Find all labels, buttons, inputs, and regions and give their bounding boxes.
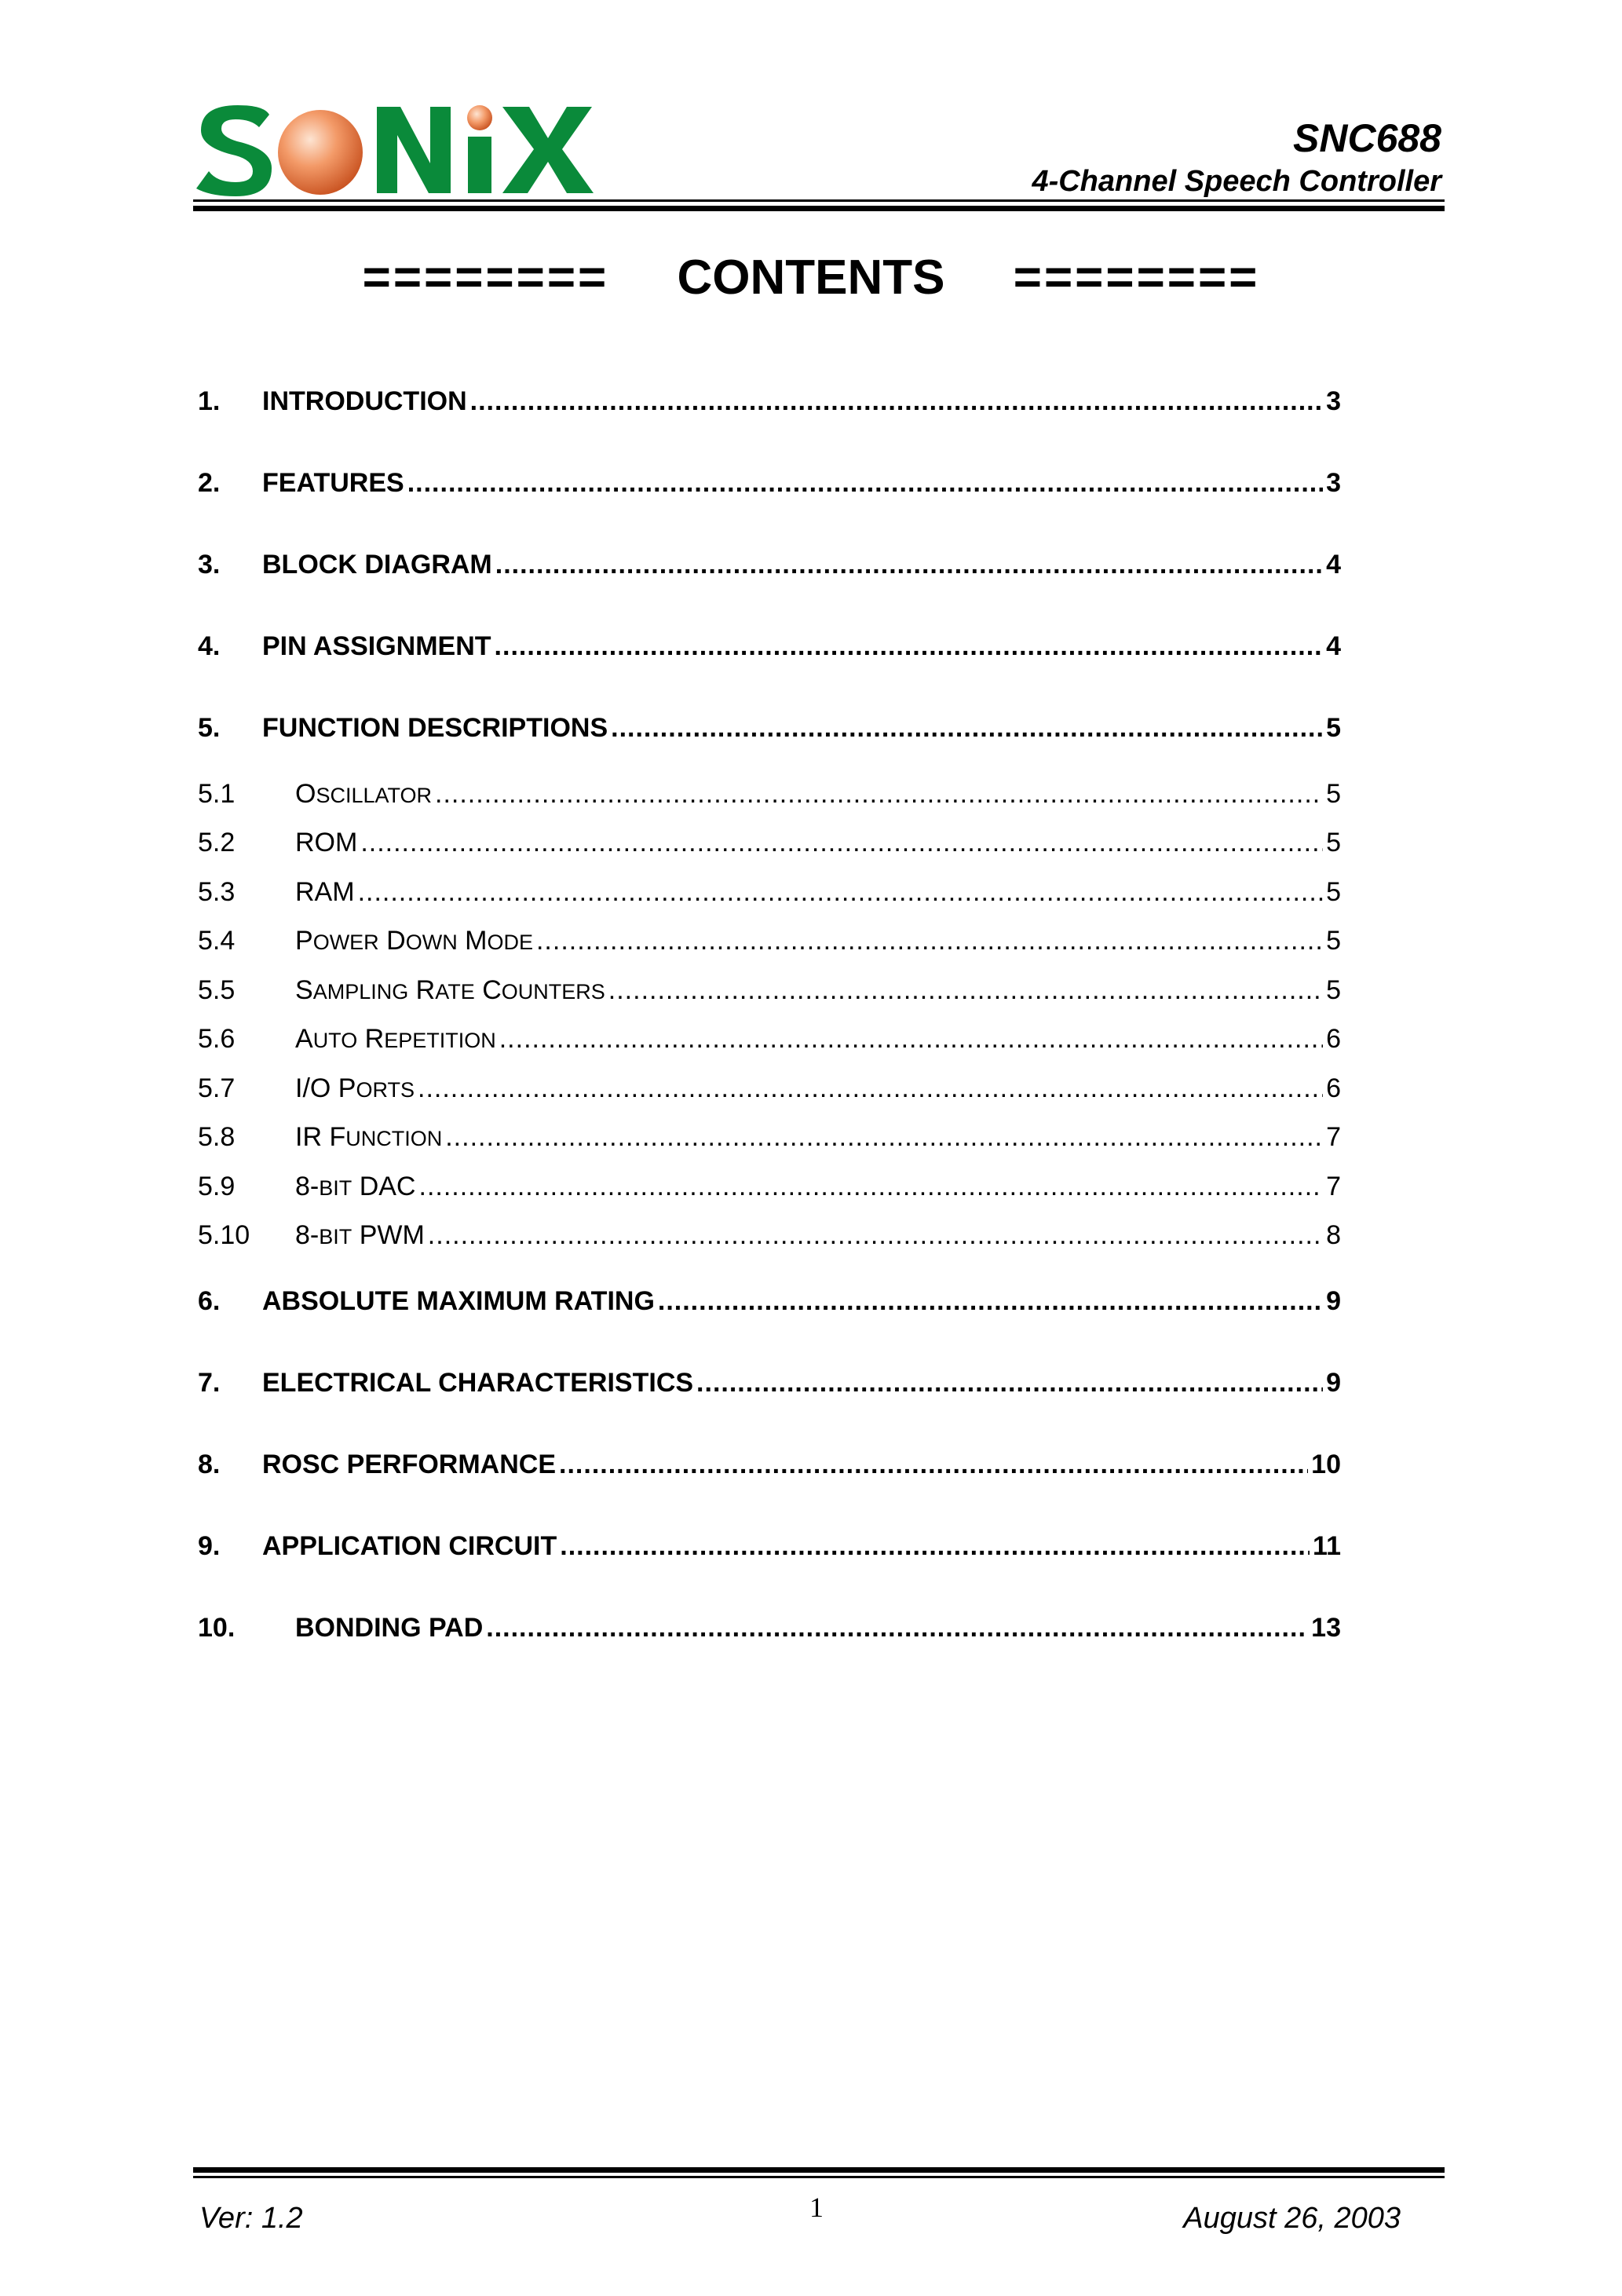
toc-leader-dots — [358, 877, 1324, 908]
header-rule-thin — [193, 199, 1445, 202]
model-number: SNC688 — [1293, 116, 1441, 160]
toc-entry-page: 11 — [1313, 1531, 1341, 1561]
toc-entry-number: 4. — [198, 631, 221, 661]
toc-entry-number: 5.1 — [198, 779, 236, 809]
toc-leader-dots — [608, 975, 1323, 1006]
toc-entry[interactable] — [198, 1220, 1341, 1258]
toc-entry[interactable] — [198, 926, 1341, 963]
toc-entry-title: ROM — [295, 828, 358, 857]
toc-entry[interactable] — [198, 1613, 1341, 1651]
toc-entry-page: 5 — [1326, 877, 1341, 907]
toc-entry-title: ELECTRICAL CHARACTERISTICS — [262, 1368, 694, 1398]
toc-entry-page: 3 — [1326, 386, 1341, 416]
footer-date: August 26, 2003 — [1183, 2202, 1401, 2235]
toc-entry-title: OSCILLATOR — [295, 779, 433, 809]
toc-entry[interactable] — [198, 1368, 1341, 1406]
toc-entry-page: 5 — [1326, 975, 1341, 1005]
footer-page-number: 1 — [809, 2192, 824, 2223]
toc-entry-page: 13 — [1311, 1613, 1341, 1643]
toc-entry[interactable] — [198, 975, 1341, 1013]
toc-entry-number: 5.4 — [198, 926, 236, 956]
toc-entry-page: 5 — [1326, 828, 1341, 857]
toc-entry-title: FUNCTION DESCRIPTIONS — [262, 713, 608, 743]
toc-entry-page: 4 — [1326, 550, 1341, 579]
title-right-decoration: ======== — [1013, 250, 1260, 305]
toc-leader-dots — [499, 1024, 1323, 1055]
toc-entry-number: 8. — [198, 1450, 221, 1479]
toc-leader-dots — [495, 631, 1324, 662]
toc-leader-dots — [536, 926, 1323, 956]
toc-entry-page: 5 — [1326, 713, 1341, 743]
toc-entry-number: 5.10 — [198, 1220, 250, 1250]
toc-entry-page: 7 — [1326, 1172, 1341, 1201]
toc-entry-title: AUTO REPETITION — [295, 1024, 496, 1054]
toc-entry-page: 6 — [1326, 1024, 1341, 1054]
document-header — [1032, 115, 1441, 199]
toc-entry-title: 8-BIT PWM — [295, 1220, 425, 1250]
toc-leader-dots — [559, 1450, 1308, 1480]
toc-leader-dots — [360, 828, 1323, 858]
toc-leader-dots — [470, 386, 1323, 417]
toc-entry-number: 5.8 — [198, 1122, 236, 1152]
toc-entry-title: FEATURES — [262, 468, 404, 498]
toc-entry[interactable] — [198, 713, 1341, 751]
toc-entry-page: 5 — [1326, 926, 1341, 956]
toc-entry[interactable] — [198, 631, 1341, 669]
toc-entry-title: 8-BIT DAC — [295, 1172, 416, 1201]
toc-leader-dots — [658, 1286, 1323, 1317]
footer-rule-thick — [193, 2167, 1445, 2173]
toc-entry-number: 3. — [198, 550, 221, 579]
toc-entry[interactable] — [198, 386, 1341, 424]
toc-entry-title: PIN ASSIGNMENT — [262, 631, 491, 661]
document-subtitle: 4-Channel Speech Controller — [1032, 165, 1441, 198]
toc-entry-number: 1. — [198, 386, 221, 416]
toc-entry[interactable] — [198, 828, 1341, 865]
toc-entry-title: BLOCK DIAGRAM — [262, 550, 492, 579]
toc-entry-title: APPLICATION CIRCUIT — [262, 1531, 557, 1561]
page-title: CONTENTS — [677, 250, 945, 305]
toc-entry-page: 9 — [1326, 1368, 1341, 1398]
sonix-logo-graphic — [195, 104, 595, 196]
toc-entry-title: POWER DOWN MODE — [295, 926, 533, 956]
title-left-decoration: ======== — [362, 250, 609, 305]
toc-entry[interactable] — [198, 1073, 1341, 1111]
footer-rule-thin — [193, 2176, 1445, 2178]
toc-leader-dots — [696, 1368, 1323, 1398]
toc-entry-number: 5.5 — [198, 975, 236, 1005]
header-rule-thick — [193, 206, 1445, 211]
toc-entry-number: 5.3 — [198, 877, 236, 907]
toc-entry[interactable] — [198, 1172, 1341, 1209]
toc-entry-title: SAMPLING RATE COUNTERS — [295, 975, 605, 1005]
toc-entry-number: 7. — [198, 1368, 221, 1398]
toc-entry[interactable] — [198, 1024, 1341, 1062]
toc-leader-dots — [495, 550, 1323, 580]
toc-entry-page: 4 — [1326, 631, 1341, 661]
toc-entry[interactable] — [198, 468, 1341, 506]
toc-leader-dots — [407, 468, 1323, 499]
toc-entry-number: 5. — [198, 713, 221, 743]
toc-entry-page: 7 — [1326, 1122, 1341, 1152]
contents-title — [0, 250, 1622, 305]
toc-entry-title: ABSOLUTE MAXIMUM RATING — [262, 1286, 655, 1316]
toc-leader-dots — [560, 1531, 1310, 1562]
toc-leader-dots — [486, 1613, 1308, 1643]
toc-entry-title: I/O PORTS — [295, 1073, 415, 1103]
toc-entry-page: 8 — [1326, 1220, 1341, 1250]
toc-entry-page: 10 — [1311, 1450, 1341, 1479]
toc-entry-number: 5.2 — [198, 828, 236, 857]
toc-leader-dots — [435, 779, 1323, 810]
toc-entry-number: 5.9 — [198, 1172, 236, 1201]
toc-entry[interactable] — [198, 1286, 1341, 1324]
toc-entry-number: 2. — [198, 468, 221, 498]
toc-entry-number: 9. — [198, 1531, 221, 1561]
toc-entry[interactable] — [198, 1122, 1341, 1160]
toc-entry[interactable] — [198, 877, 1341, 915]
toc-entry[interactable] — [198, 550, 1341, 587]
toc-entry-page: 6 — [1326, 1073, 1341, 1103]
toc-entry-number: 10. — [198, 1613, 236, 1643]
sonix-logo — [195, 104, 595, 196]
toc-leader-dots — [428, 1220, 1323, 1251]
toc-leader-dots — [611, 713, 1323, 744]
toc-entry-title: IR FUNCTION — [295, 1122, 443, 1152]
toc-entry-page: 9 — [1326, 1286, 1341, 1316]
toc-entry[interactable] — [198, 1450, 1341, 1487]
toc-entry-number: 5.7 — [198, 1073, 236, 1103]
toc-entry[interactable] — [198, 779, 1341, 817]
toc-entry[interactable] — [198, 1531, 1341, 1569]
toc-leader-dots — [419, 1172, 1324, 1202]
toc-entry-number: 6. — [198, 1286, 221, 1316]
toc-entry-title: RAM — [295, 877, 355, 907]
toc-entry-title: BONDING PAD — [295, 1613, 484, 1643]
toc-leader-dots — [445, 1122, 1323, 1153]
toc-entry-title: ROSC PERFORMANCE — [262, 1450, 557, 1479]
toc-entry-number: 5.6 — [198, 1024, 236, 1054]
footer-version: Ver: 1.2 — [199, 2202, 303, 2235]
toc-entry-page: 3 — [1326, 468, 1341, 498]
toc-entry-title: INTRODUCTION — [262, 386, 467, 416]
toc-entry-page: 5 — [1326, 779, 1341, 809]
toc-leader-dots — [418, 1073, 1323, 1104]
